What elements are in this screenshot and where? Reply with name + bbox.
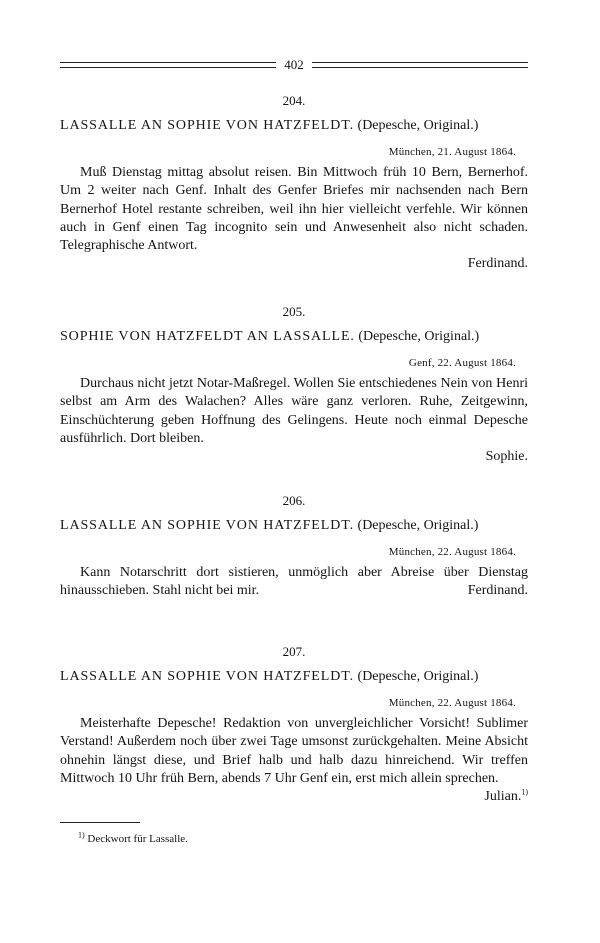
signature-text: Julian. — [484, 789, 522, 805]
heading-names: SOPHIE VON HATZFELDT AN LASSALLE. — [60, 329, 355, 344]
heading-names: LASSALLE AN SOPHIE VON HATZFELDT. — [60, 669, 355, 684]
letter-heading — [60, 517, 528, 535]
letter-dateline: München, 22. August 1864. — [388, 697, 516, 709]
page-number: 402 — [284, 57, 304, 72]
running-head — [60, 55, 528, 75]
heading-note: (Depesche, Original.) — [357, 669, 479, 684]
letter-signature: Ferdinand. — [467, 256, 528, 272]
letter-number: 207. — [282, 644, 306, 659]
letter-signature: Ferdinand. — [467, 583, 528, 599]
footnote-marker: 1) — [78, 830, 85, 840]
heading-names: LASSALLE AN SOPHIE VON HATZFELDT. — [60, 118, 355, 133]
letter-dateline: München, 21. August 1864. — [388, 146, 516, 158]
letter-signature: Sophie. — [485, 449, 528, 465]
letter-number: 205. — [282, 304, 306, 319]
body-text: Meisterhafte Depesche! Redaktion von unvergleichlicher Vorsicht! Sublimer Verstand! Außerdem noch über zwei Tage umsonst zurückgehalten. Meine Absicht ohnehin längst diese, und Brief halb und halb dazu hinreichend. Wir treffen Mittwoch 10 Uhr früh Bern, abends 7 Uhr Genf ein, erst mich allein sprechen. — [60, 716, 528, 786]
header-rule-right — [312, 62, 528, 68]
letter-dateline: Genf, 22. August 1864. — [408, 357, 516, 369]
letter-signature — [464, 788, 528, 806]
heading-note: (Depesche, Original.) — [357, 518, 479, 533]
footnote-reference[interactable]: 1) — [521, 787, 528, 797]
letter-number: 206. — [282, 493, 306, 508]
letter-204 — [60, 93, 528, 273]
footnote-text: Deckwort für Lassalle. — [87, 833, 188, 845]
body-text: Kann Notarschritt dort sistieren, unmöglich aber Abreise über Dienstag hinausschieben. Stahl nicht bei mir. — [60, 565, 528, 599]
letter-body: Durchaus nicht jetzt Notar-Maßregel. Wollen Sie entschiedenes Nein von Henri selbst am Arm des Walachen? Alles wäre ganz verloren. Ruhe, Zeitgewinn, Einschüchterung geben Hoffnung des Gelingens. Heute noch einmal Depesche ausführlich. Dort bleiben. — [60, 376, 528, 446]
book-page — [60, 50, 528, 930]
letter-206 — [60, 493, 528, 601]
letter-number: 204. — [282, 93, 306, 108]
letter-body — [60, 715, 528, 805]
footnote-rule — [60, 822, 140, 823]
letter-heading — [60, 668, 528, 686]
header-rule-left — [60, 62, 276, 68]
letter-207 — [60, 644, 528, 806]
letter-205 — [60, 304, 528, 466]
letter-body — [60, 564, 528, 601]
footnote — [78, 832, 188, 846]
letter-body: Muß Dienstag mittag absolut reisen. Bin Mittwoch früh 10 Bern, Bernerhof. Um 2 weiter nach Genf. Inhalt des Genfer Briefes mir nachsenden nach Bern Bernerhof Hotel restante schreiben, weil ihn hier vielleicht verfehle. Wir können auch in Genf einen Tag incognito sein und Anwesenheit also nicht schaden. Telegraphische Antwort. — [60, 165, 528, 254]
letter-dateline: München, 22. August 1864. — [388, 546, 516, 558]
letter-heading — [60, 328, 528, 346]
heading-note: (Depesche, Original.) — [358, 329, 480, 344]
heading-names: LASSALLE AN SOPHIE VON HATZFELDT. — [60, 518, 355, 533]
heading-note: (Depesche, Original.) — [357, 118, 479, 133]
letter-heading — [60, 117, 528, 135]
